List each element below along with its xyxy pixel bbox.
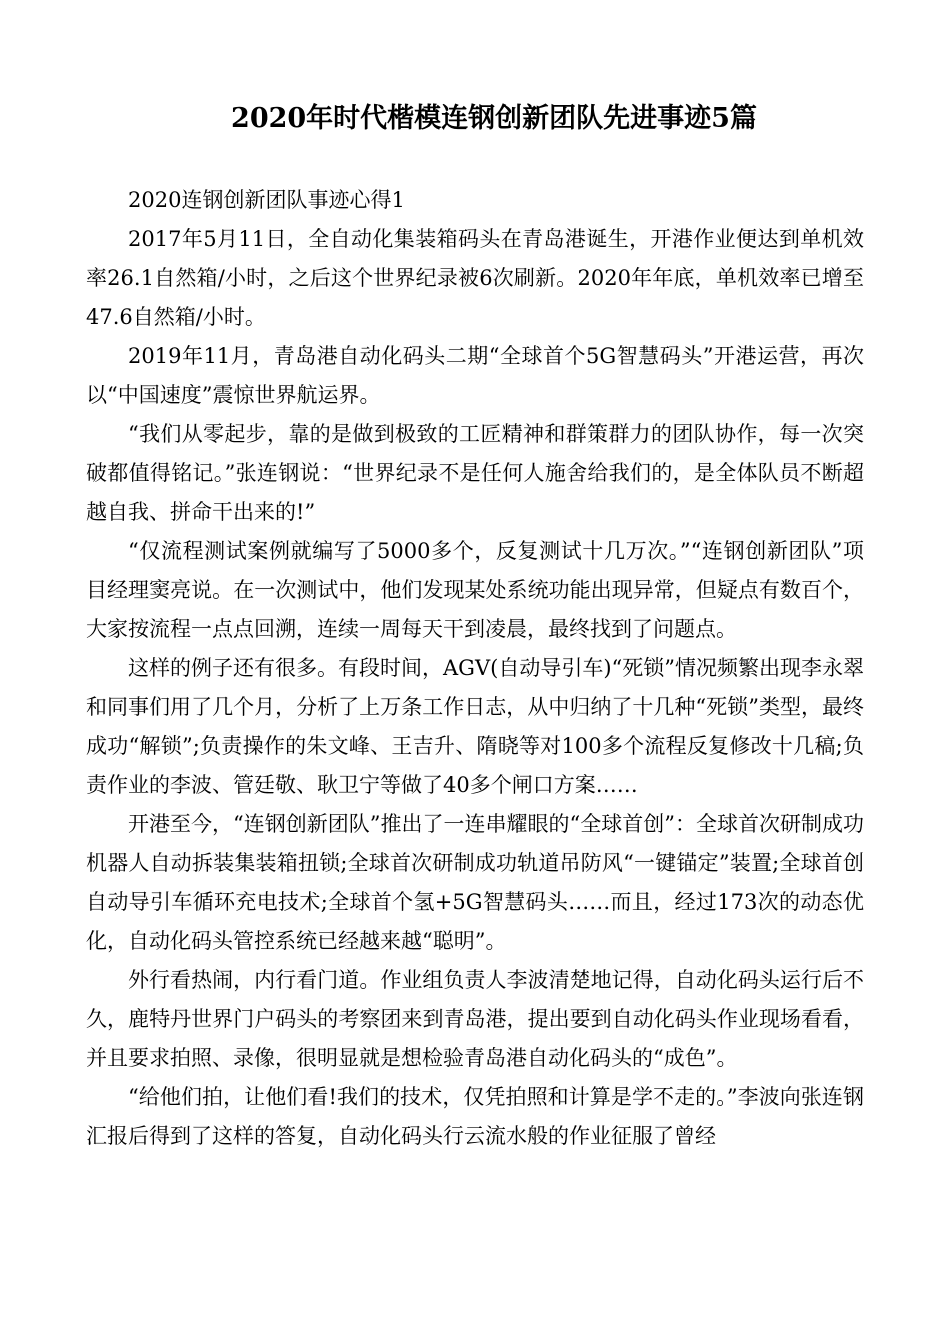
document-body (86, 181, 864, 1156)
paragraph: 2017年5月11日，全自动化集装箱码头在青岛港诞生，开港作业便达到单机效率26.1自然箱/小时，之后这个世界纪录被6次刷新。2020年年底，单机效率已增至47.6自然箱/小时。 (86, 227, 864, 329)
paragraph: “给他们拍，让他们看!我们的技术，仅凭拍照和计算是学不走的。”李波向张连钢汇报后得到了这样的答复，自动化码头行云流水般的作业征服了曾经 (86, 1085, 864, 1148)
paragraph: “我们从零起步，靠的是做到极致的工匠精神和群策群力的团队协作，每一次突破都值得铭记。”张连钢说：“世界纪录不是任何人施舍给我们的，是全体队员不断超越自我、拼命干出来的!” (86, 422, 864, 524)
section-subheading: 2020连钢创新团队事迹心得1 (128, 188, 405, 212)
paragraph: “仅流程测试案例就编写了5000多个，反复测试十几万次。”“连钢创新团队”项目经理窦亮说。在一次测试中，他们发现某处系统功能出现异常，但疑点有数百个，大家按流程一点点回溯，连续一周每天干到凌晨，最终找到了问题点。 (86, 539, 864, 641)
document-title: 2020年时代楷模连钢创新团队先进事迹5篇 (231, 103, 757, 134)
paragraph: 2019年11月，青岛港自动化码头二期“全球首个5G智慧码头”开港运营，再次以“中国速度”震惊世界航运界。 (86, 344, 864, 407)
paragraph: 开港至今，“连钢创新团队”推出了一连串耀眼的“全球首创”：全球首次研制成功机器人自动拆装集装箱扭锁;全球首次研制成功轨道吊防风“一键锚定”装置;全球首创自动导引车循环充电技术;全球首个氢+5G智慧码头……而且，经过173次的动态优化，自动化码头管控系统已经越来越“聪明”。 (86, 812, 864, 953)
paragraph: 这样的例子还有很多。有段时间，AGV(自动导引车)“死锁”情况频繁出现李永翠和同事们用了几个月，分析了上万条工作日志，从中归纳了十几种“死锁”类型，最终成功“解锁”;负责操作的朱文峰、王吉升、隋晓等对100多个流程反复修改十几稿;负责作业的李波、管廷敬、耿卫宁等做了40多个闸口方案…… (86, 656, 864, 797)
paragraph: 外行看热闹，内行看门道。作业组负责人李波清楚地记得，自动化码头运行后不久，鹿特丹世界门户码头的考察团来到青岛港，提出要到自动化码头作业现场看看，并且要求拍照、录像，很明显就是想检验青岛港自动化码头的“成色”。 (86, 968, 864, 1070)
